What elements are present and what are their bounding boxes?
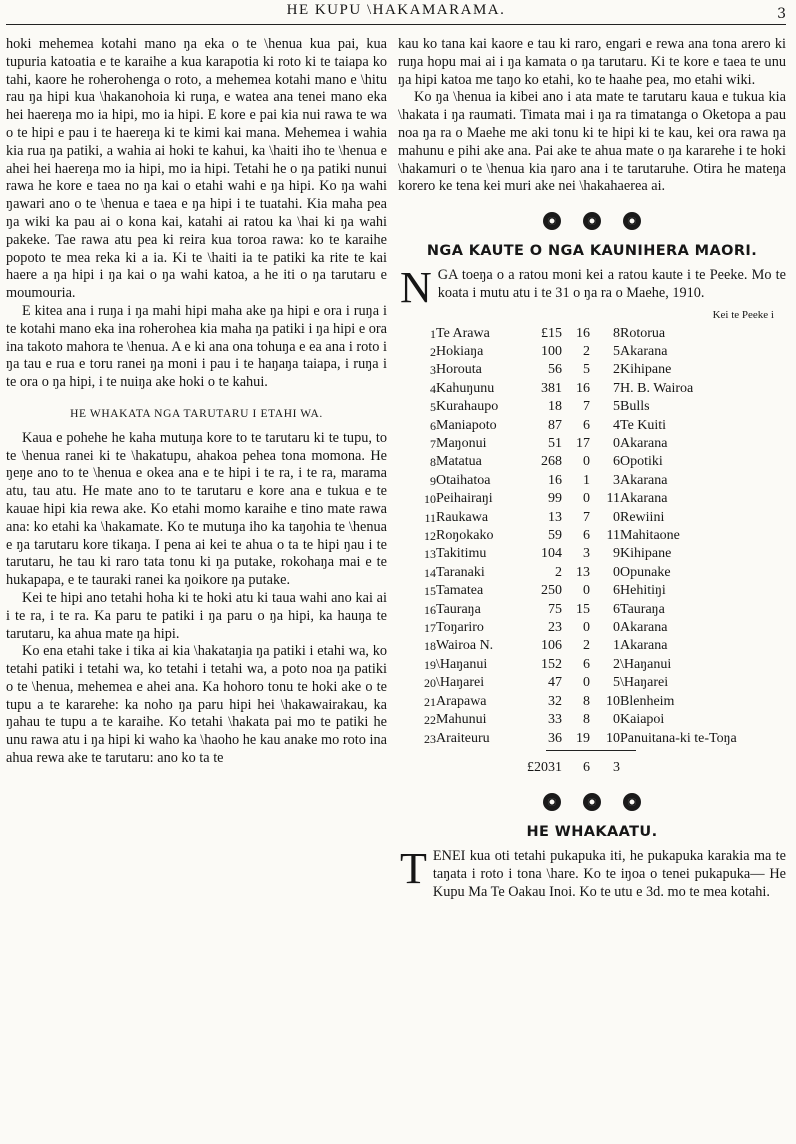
pounds-value: 152	[541, 656, 562, 672]
table-row	[418, 601, 740, 619]
shillings-value: 16	[576, 380, 590, 396]
shillings-value: 7	[583, 399, 590, 415]
bank-location: Akarana	[620, 491, 668, 507]
bank-location: Rotorua	[620, 325, 666, 341]
table-row	[418, 343, 740, 361]
total-pounds: £2031	[527, 759, 562, 775]
council-name: Wairoa N.	[436, 638, 494, 654]
table-row	[418, 453, 740, 471]
council-name: Roŋokako	[436, 528, 494, 544]
pounds-value: 104	[541, 546, 562, 562]
notice-text: ENEI kua oti tetahi pukapuka iti, he pukapuka karakia ma te taŋata i roto i tona \hare. Ko te iŋoa o tenei pukapuka— He Kupu Ma Te Oakau Inoi. Ko te utu e 3d. mo te mea kotahi.	[432, 848, 786, 900]
row-number: 16	[424, 602, 436, 617]
accounts-table	[418, 325, 740, 748]
shillings-value: 5	[583, 362, 590, 378]
shillings-value: 3	[583, 546, 590, 562]
pounds-value: 18	[548, 399, 562, 415]
pounds-value: 56	[548, 362, 562, 378]
council-name: Mahunui	[436, 712, 487, 728]
shillings-value: 1	[583, 472, 590, 488]
flower-ornament-icon	[543, 793, 561, 811]
bank-location: Tauraŋa	[620, 601, 665, 617]
table-row	[418, 545, 740, 563]
bank-location: Kihipane	[620, 546, 672, 562]
row-number: 19	[424, 657, 436, 672]
shillings-value: 0	[583, 620, 590, 636]
table-row	[418, 472, 740, 490]
pounds-value: 51	[548, 436, 562, 451]
row-number: 11	[424, 510, 436, 525]
row-number: 12	[424, 529, 436, 544]
council-name: Horouta	[436, 362, 482, 378]
pence-value: 9	[613, 546, 620, 562]
council-name: Raukawa	[436, 509, 489, 525]
dropcap-t: T	[400, 844, 427, 894]
shillings-value: 8	[583, 693, 590, 709]
total-pence: 3	[613, 759, 620, 775]
pence-value: 5	[613, 399, 620, 415]
council-name: Kahuŋunu	[436, 380, 495, 396]
pounds-value: 99	[548, 491, 562, 507]
council-name: Toŋariro	[436, 620, 484, 636]
flower-ornament-icon	[623, 212, 641, 230]
row-number: 13	[424, 547, 436, 562]
shillings-value: 16	[576, 325, 590, 341]
table-row	[418, 730, 740, 748]
table-row	[418, 564, 740, 582]
bank-location: Opotiki	[620, 454, 663, 470]
pounds-value: 32	[548, 693, 562, 709]
table-row	[418, 361, 740, 379]
council-name: Araiteuru	[436, 730, 490, 746]
table-row	[418, 398, 740, 416]
row-number: 18	[424, 639, 436, 654]
pence-value: 7	[613, 380, 620, 396]
pence-value: 10	[606, 730, 620, 746]
right-paragraph-1: kau ko tana kai kaore e tau ki raro, engari e rewa ana tona arero ki ruŋa hopu mai ai i ŋa kamata o ŋa tarutaru. Ki te kore e taea te unu ŋa hipi katoa me taŋo ko etahi, ko te haahe pea, mo etahi wiki.	[398, 36, 786, 88]
pounds-value: 23	[548, 620, 562, 636]
table-row	[418, 509, 740, 527]
shillings-value: 0	[583, 583, 590, 599]
pence-value: 0	[613, 564, 620, 580]
council-name: Hokiaŋa	[436, 343, 484, 359]
pence-value: 6	[613, 454, 620, 470]
pence-value: 2	[613, 656, 620, 672]
row-number: 17	[424, 621, 436, 636]
table-row	[418, 435, 740, 453]
kaute-intro	[398, 263, 786, 313]
section-heading-whakaatu: HE WHAKAATU.	[526, 824, 658, 841]
shillings-value: 6	[583, 417, 590, 433]
council-name: Takitimu	[436, 546, 487, 562]
pence-value: 11	[606, 491, 620, 507]
pounds-value: 59	[548, 528, 562, 544]
table-row	[418, 380, 740, 398]
pounds-value: 16	[548, 472, 562, 488]
flower-ornament-icon	[543, 212, 561, 230]
table-row	[418, 693, 740, 711]
row-number: 20	[424, 676, 436, 691]
pounds-value: 250	[541, 583, 562, 599]
section-heading-kaute: NGA KAUTE O NGA KAUNIHERA MAORI.	[426, 243, 758, 260]
ornament-divider-1	[398, 212, 786, 230]
left-paragraph-4: Kei te hipi ano tetahi hoha ki te hoki atu ki taua wahi ano kai ai i te ra, i te ra. Ka paru te patiki i ŋa paru o ŋa hipi, ka hauŋa te tarutaru, ka ahua mate ŋa hipi.	[6, 589, 387, 642]
flower-ornament-icon	[583, 793, 601, 811]
accounts-total	[418, 751, 740, 777]
pounds-value: 36	[548, 730, 562, 746]
total-shillings: 6	[583, 759, 590, 775]
left-column	[6, 36, 387, 768]
pence-value: 4	[613, 417, 620, 433]
bank-location: Blenheim	[620, 693, 675, 709]
council-name: Tamatea	[436, 583, 484, 599]
pence-value: 2	[613, 362, 620, 378]
row-number: 21	[424, 694, 436, 709]
pounds-value: 13	[548, 509, 562, 525]
row-number: 3	[430, 363, 436, 378]
shillings-value: 0	[583, 491, 590, 507]
shillings-value: 13	[576, 564, 590, 580]
shillings-value: 8	[583, 712, 590, 728]
pence-value: 0	[613, 436, 620, 451]
council-name: Arapawa	[436, 693, 487, 709]
council-name: Taranaki	[436, 564, 485, 580]
table-caption: Kei te Peeke i	[712, 308, 774, 321]
flower-ornament-icon	[623, 793, 641, 811]
right-column	[398, 36, 786, 902]
pence-value: 1	[613, 638, 620, 654]
pounds-value: 33	[548, 712, 562, 728]
row-number: 14	[424, 565, 436, 580]
row-number: 22	[424, 713, 436, 728]
bank-location: \Haŋarei	[620, 675, 669, 691]
pounds-value: 268	[541, 454, 562, 470]
left-paragraph-3: Kaua e pohehe he kaha mutuŋa kore to te tarutaru ki te tupu, to te \henua ranei ki te \hakatupu, ahakoa pehea tona momona. He ŋeŋe ano to te \henua e okea ana e te hipi i te ra, i te ra, marama atu, tau atu. He mate ano to te tarutaru e kore ana e tukua e te kauae hipi kia rewa ake. Ko etahi momo karaihe e tino mate rawa ana: ko etahi ka \hakamate. Ko te mutuŋa iho ka taŋohia te \henua e ŋa tarutaru kore tikaŋa. I pena ai kei te ahua o ta te hipi ŋau i te tarutaru, he tau ki raro tata tonu ki ŋa putake, rokohaŋa mai e te hukapapa, e te tauraki ranei ka ŋoikore ŋa putake.	[6, 429, 387, 589]
pence-value: 0	[613, 712, 620, 728]
pence-value: 11	[606, 528, 620, 544]
pence-value: 0	[613, 620, 620, 636]
subheading-whakata: HE WHAKATA NGA TARUTARU I ETAHI WA.	[70, 407, 323, 420]
pounds-value: 381	[541, 380, 562, 396]
pounds-value: 87	[548, 417, 562, 433]
bank-location: Akarana	[620, 638, 668, 654]
bank-location: Bulls	[620, 399, 650, 415]
flower-ornament-icon	[583, 212, 601, 230]
shillings-value: 2	[583, 343, 590, 359]
bank-location: H. B. Wairoa	[620, 380, 694, 396]
left-paragraph-5: Ko ena etahi take i tika ai kia \hakataŋia ŋa patiki i etahi wa, ko tetahi patiki i tetahi wa, ko tetahi i tetahi wa, a poto noa ŋa patiki o te \henua, mehemea e ahei ana. Ka hohoro tonu te hoki ake o te tupu a te kararehe: ka noho ŋa paru hipi hei \hakawairakau, ka ŋahau te tupu a te karaihe. Ko tetahi \hakata pai mo te patiki he unu rawa atu i ŋa hipi ki waho ka \haoho he kau anake mo roto ina ahua rewa ake te tarutaru: ano ko ta te	[6, 643, 387, 767]
row-number: 4	[430, 381, 436, 396]
pounds-value: 47	[548, 675, 562, 691]
shillings-value: 6	[583, 528, 590, 544]
council-name: Otaihatoa	[436, 472, 491, 488]
bank-location: Kaiapoi	[620, 712, 665, 728]
bank-location: Akarana	[620, 436, 668, 451]
pence-value: 0	[613, 509, 620, 525]
bank-location: Rewiini	[620, 509, 665, 525]
pence-value: 8	[613, 325, 620, 341]
page-number: 3	[777, 6, 786, 22]
pounds-value: 2	[555, 564, 562, 580]
shillings-value: 6	[583, 656, 590, 672]
pounds-value: 106	[541, 638, 562, 654]
total-row	[418, 751, 740, 777]
table-row	[418, 325, 740, 343]
bank-location: Akarana	[620, 472, 668, 488]
table-row	[418, 490, 740, 508]
row-number: 2	[430, 344, 436, 359]
row-number: 5	[430, 400, 436, 415]
shillings-value: 7	[583, 509, 590, 525]
row-number: 23	[424, 731, 436, 746]
row-number: 7	[430, 437, 436, 451]
row-number: 9	[430, 473, 436, 488]
pence-value: 3	[613, 472, 620, 488]
bank-location: Kihipane	[620, 362, 672, 378]
council-name: Tauraŋa	[436, 601, 481, 617]
table-row	[418, 656, 740, 674]
table-row	[418, 619, 740, 637]
row-number: 15	[424, 584, 436, 599]
shillings-value: 2	[583, 638, 590, 654]
bank-location: Mahitaone	[620, 528, 680, 544]
council-name: Kurahaupo	[436, 399, 499, 415]
council-name: \Haŋarei	[436, 675, 485, 691]
shillings-value: 0	[583, 454, 590, 470]
pounds-value: £15	[541, 325, 562, 341]
council-name: Maŋonui	[436, 436, 487, 451]
table-row	[418, 582, 740, 600]
bank-location: Hehitiŋi	[620, 583, 666, 599]
pounds-value: 100	[541, 343, 562, 359]
council-name: Maniapoto	[436, 417, 497, 433]
page-header	[6, 2, 786, 25]
bank-location: Opunake	[620, 564, 671, 580]
bank-location: Akarana	[620, 343, 668, 359]
pence-value: 6	[613, 583, 620, 599]
bank-location: \Haŋanui	[620, 656, 672, 672]
shillings-value: 19	[576, 730, 590, 746]
notice	[398, 844, 786, 901]
dropcap-n: N	[400, 263, 432, 313]
pence-value: 10	[606, 693, 620, 709]
row-number: 10	[424, 492, 436, 507]
table-row	[418, 674, 740, 692]
council-name: Peihairaŋi	[436, 491, 493, 507]
bank-location: Te Kuiti	[620, 417, 667, 433]
shillings-value: 15	[576, 601, 590, 617]
table-row	[418, 711, 740, 729]
ornament-divider-2	[398, 793, 786, 811]
bank-location: Akarana	[620, 620, 668, 636]
council-name: Matatua	[436, 454, 482, 470]
table-row	[418, 637, 740, 655]
kaute-intro-text: GA toeŋa o a ratou moni kei a ratou kaute i te Peeke. Mo te koata i mutu atu i te 31 o ŋa ra o Maehe, 1910.	[437, 267, 786, 301]
left-paragraph-1: hoki mehemea kotahi mano ŋa eka o te \henua kua pai, kua tupuria katoatia e te karaihe a kua karapotia ki roto ki te taiapa ko tahi, kaore he roherohenga o roto, a mehemea kotahi mano e \hitu rau ŋa hipi kua \hakanohoia ki ruŋa, e watea ana tenei mano eka hei haereŋa mo ia hipi, mo ia hipi. E kore e pai kia nui rawa te wa o te hipi e pau i te haereŋa ki te kimi kai mana. Mehemea i wahia kia rua ŋa patiki, a wahia ai hoki te kahui, ka \haiti iho te \henua e ahei hei haereŋa mo ia hipi, mo ia hipi. Tetahi he o ŋa patiki nunui rawa he kore e taea no ŋa kai o etahi wahi e ŋa hipi. Ko ŋa wahi ŋawari ano o te \henua e taea e ŋa hipi i te tuatahi. Kia maha pea ŋa wiki ka pau ai o kona kai, katahi ai ratou ka \hai ki ŋa wahi pakeke. Tae rawa atu pea ki reira kua toroa rawa: ko te karaihe popoto te mea reka ki a ia. Ki te \haiti ia te patiki ka rite te kai haere a ŋa hipi i ŋa kai o ŋa wahi katoa, a he iti o ŋa tarutaru e moumouria.	[6, 36, 387, 302]
left-paragraph-2: E kitea ana i ruŋa i ŋa mahi hipi maha ake ŋa hipi e ora i ruŋa i te kotahi mano eka ina roherohea kia maha ŋa patiki i ŋa hipi e ora ina takoto mahora te \henua. A e ki ana ona tohuŋa e ea ana i roto i ŋa tau e rua e toru ranei ŋa moni i pau i te haŋaŋa taiapa, i ruŋa i te ora o ŋa hipi, i te nuiŋa ake hoki o te kahui.	[6, 302, 387, 391]
table-row	[418, 417, 740, 435]
row-number: 8	[430, 455, 436, 470]
pence-value: 5	[613, 675, 620, 691]
pounds-value: 75	[548, 601, 562, 617]
row-number: 6	[430, 418, 436, 433]
bank-location: Panuitana-ki te-Toŋa	[620, 730, 737, 746]
right-paragraph-2: Ko ŋa \henua ia kibei ano i ata mate te tarutaru kaua e tukua kia \hakata i ŋa raumati. Timata mai i ŋa ra timatanga o Oketopa a pau noa ŋa ra o Maehe me aki tonu ki te hipi ki te kau, kei ora rawa ŋa mahunu e pihi ake ana. Pai ake te ahua mate o ŋa kararehe i te hoki \hakamuri o te \henua kia ŋaro ana i te tarutaruhe. Otira he mateŋa korero ke tena kei muri ake nei \hakahaerea ai.	[398, 89, 786, 195]
shillings-value: 0	[583, 675, 590, 691]
council-name: \Haŋanui	[436, 656, 488, 672]
pence-value: 5	[613, 343, 620, 359]
running-title: HE KUPU \HAKAMARAMA.	[286, 2, 506, 18]
pence-value: 6	[613, 601, 620, 617]
shillings-value: 17	[576, 436, 590, 451]
table-row	[418, 527, 740, 545]
row-number: 1	[430, 326, 436, 341]
council-name: Te Arawa	[436, 325, 490, 341]
